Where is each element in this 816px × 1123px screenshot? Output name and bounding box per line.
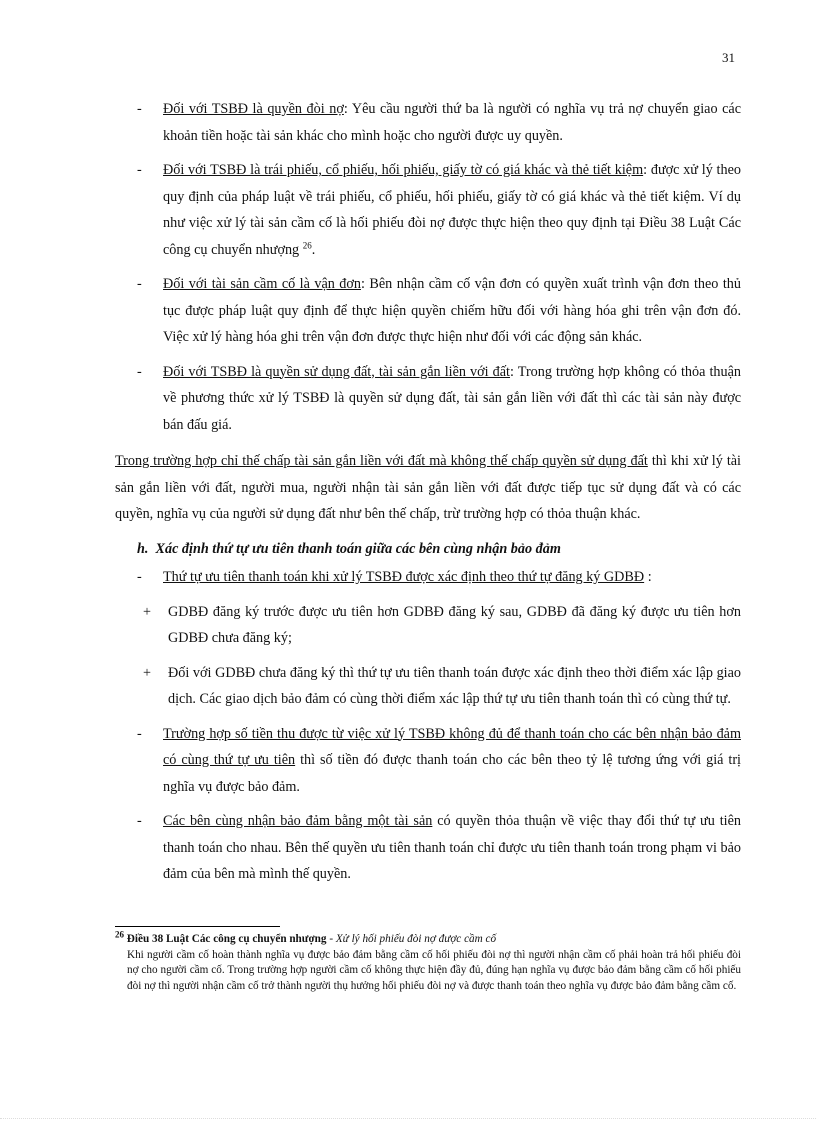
item-text: : Bên nhận cầm cố vận đơn có quyền xuất trình vận đơn theo thủ tục được pháp luật quy định để thực hiện quyền chiếm hữu đối với hàng hóa ghi trên vận đơn đó. Việc xử lý hàng hóa ghi trên vận đơn được thực hiện như đối với các động sản khác. xyxy=(163,276,741,345)
list-item-bill-of-lading xyxy=(115,271,741,351)
paragraph-lead: Trong trường hợp chỉ thế chấp tài sản gắn liền với đất mà không thế chấp quyền sử dụng đất xyxy=(115,453,648,469)
bullet: - xyxy=(137,569,142,585)
section-title: Xác định thứ tự ưu tiên thanh toán giữa các bên cùng nhận bảo đảm xyxy=(155,540,561,557)
page-number: 31 xyxy=(722,50,735,65)
item-text: có quyền thỏa thuận về việc thay đổi thứ tự ưu tiên thanh toán cho nhau. Bên thế quyền ưu tiên thanh toán chỉ được ưu tiên thanh toán trong phạm vi bảo đảm của bên mà mình thế quyền. xyxy=(163,813,741,882)
paragraph-mortgage-assets xyxy=(115,448,741,528)
item-lead: Trường hợp số tiền thu được từ việc xử lý TSBĐ không đủ để thanh toán cho các bên nhận bảo đảm có cùng thứ tự ưu tiên xyxy=(163,725,741,768)
bullet: - xyxy=(137,725,142,742)
item-lead: Đối với TSBĐ là trái phiếu, cổ phiếu, hối phiếu, giấy tờ có giá khác và thẻ tiết kiệm xyxy=(163,162,644,178)
item-lead: Các bên cùng nhận bảo đảm bằng một tài sản xyxy=(163,813,433,829)
item-text: : được xử lý theo quy định của pháp luật về trái phiếu, cổ phiếu, hối phiếu, giấy tờ có giá khác và thẻ tiết kiệm. Ví dụ như việc xử lý tài sản cầm cố là hối phiếu đòi nợ được thực hiện theo quy định tại Điều 38 Luật Các công cụ chuyển nhượng xyxy=(163,162,741,258)
list-item-receivables xyxy=(115,96,741,149)
footnote xyxy=(115,929,741,994)
bullet: - xyxy=(137,363,142,380)
list-item-land-use-rights xyxy=(115,359,741,439)
sub-item-text: GDBĐ đăng ký trước được ưu tiên hơn GDBĐ đăng ký sau, GDBĐ đã đăng ký được ưu tiên hơn GDBĐ chưa đăng ký; xyxy=(168,603,741,646)
footnote-subtitle: - Xử lý hối phiếu đòi nợ được cầm cố xyxy=(326,933,497,945)
footnote-number: 26 xyxy=(115,929,124,940)
section-label: h. xyxy=(137,540,149,557)
footnote-title: Điều 38 Luật Các công cụ chuyển nhượng xyxy=(126,933,327,945)
footnote-title-line xyxy=(115,929,741,948)
list-item-shared-collateral xyxy=(115,808,741,888)
item-tail: . xyxy=(311,241,316,258)
list-item-priority-order xyxy=(115,564,741,591)
bullet: + xyxy=(143,664,152,681)
list-item-securities xyxy=(115,157,741,263)
list-item-insufficient-proceeds xyxy=(115,721,741,801)
bullet: - xyxy=(137,101,142,117)
document-body xyxy=(115,96,741,896)
bullet: - xyxy=(137,162,142,178)
bullet: - xyxy=(137,813,142,829)
item-lead: Đối với TSBĐ là quyền sử dụng đất, tài sản gắn liền với đất xyxy=(163,363,511,380)
item-lead: Thứ tự ưu tiên thanh toán khi xử lý TSBĐ được xác định theo thứ tự đăng ký GDBĐ xyxy=(163,569,645,585)
footnote-separator xyxy=(115,926,280,927)
item-text: thì số tiền đó được thanh toán cho các bên theo tỷ lệ tương ứng với giá trị nghĩa vụ được bảo đảm. xyxy=(163,752,741,795)
item-lead: Đối với tài sản cầm cố là vận đơn xyxy=(163,276,361,292)
page-bottom-border xyxy=(0,1118,816,1119)
item-text: : Trong trường hợp không có thỏa thuận về phương thức xử lý TSBĐ là quyền sử dụng đất, tài sản gắn liền với đất thì các tài sản này được bán đấu giá. xyxy=(163,363,741,433)
sub-item-unregistered xyxy=(115,660,741,713)
sub-item-text: Đối với GDBĐ chưa đăng ký thì thứ tự ưu tiên thanh toán được xác định theo thời điểm xác lập giao dịch. Các giao dịch bảo đảm có cùng thời điểm xác lập thứ tự ưu tiên thanh toán thì có cùng thứ tự. xyxy=(168,664,741,707)
bullet: - xyxy=(137,276,142,292)
footnote-body: Khi người cầm cố hoàn thành nghĩa vụ được bảo đảm bằng cầm cố hối phiếu đòi nợ thì người nhận cầm cố phải hoàn trả hối phiếu đòi nợ cho người cầm cố. Trong trường hợp người cầm cố không thực hiện đầy đủ, đúng hạn nghĩa vụ được bảo đảm bằng cầm cố hối phiếu đòi nợ thì người nhận cầm cố trở thành người thụ hưởng hối phiếu đòi nợ và được thanh toán theo nghĩa vụ được bảo đảm bằng cầm cố. xyxy=(127,948,741,992)
section-heading xyxy=(115,536,741,563)
footnote-reference: 26 xyxy=(302,239,312,250)
item-lead: Đối với TSBĐ là quyền đòi nợ xyxy=(163,101,344,117)
paragraph-text: thì khi xử lý tài sản gắn liền với đất, người mua, người nhận tài sản gắn liền với đất được tiếp tục sử dụng đất và có các quyền, nghĩa vụ của người sử dụng đất như bên thế chấp, trừ trường hợp có thỏa thuận khác. xyxy=(115,453,741,522)
item-text: : Yêu cầu người thứ ba là người có nghĩa vụ trả nợ chuyển giao các khoản tiền hoặc tài sản khác cho mình hoặc cho người được uy quyền. xyxy=(163,101,742,144)
item-text: : xyxy=(647,569,652,585)
bullet: + xyxy=(143,603,152,620)
sub-item-registered xyxy=(115,599,741,652)
